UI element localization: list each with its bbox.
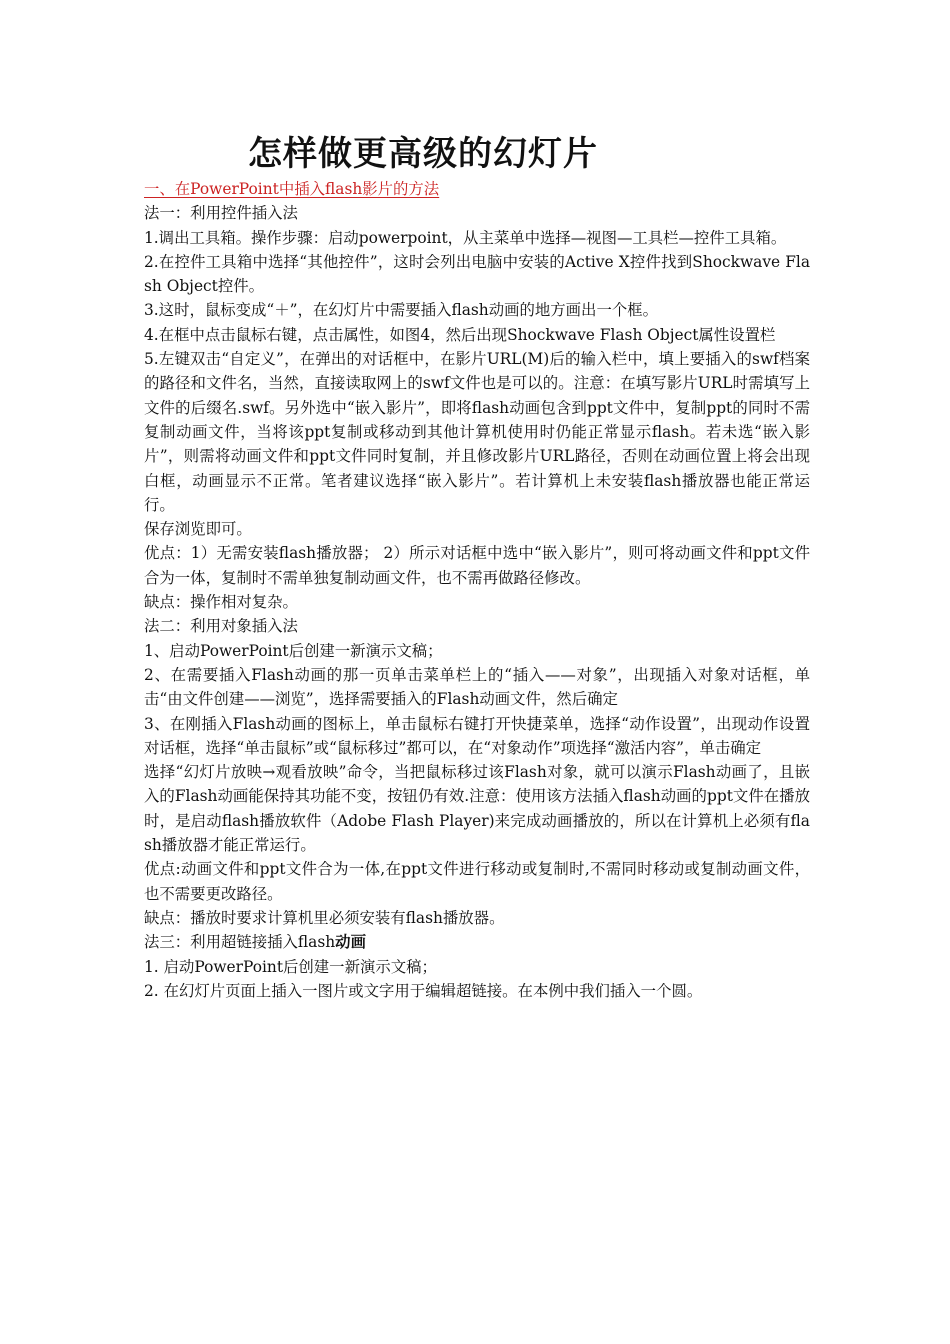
method2-playback: 选择“幻灯片放映→观看放映”命令，当把鼠标移过该Flash对象，就可以演示Flash动画了，且嵌入的Flash动画能保持其功能不变，按钮仍有效.注意：使用该方法插入flash动画的ppt文件在播放时，是启动flash播放软件（Adobe Flash Player)来完成动画播放的，所以在计算机上必须有flash播放器才能正常运行。 [144,763,810,855]
method1-cons: 缺点：操作相对复杂。 [144,593,298,612]
method2-step1: 1、启动PowerPoint后创建一新演示文稿； [144,641,443,660]
method1-step4: 4.在框中点击鼠标右键，点击属性，如图4，然后出现Shockwave Flash Object属性设置栏 [144,325,776,344]
method1-step1: 1.调出工具箱。操作步骤：启动powerpoint，从主菜单中选择—视图—工具栏—控件工具箱。 [144,228,787,247]
method1-heading: 法一：利用控件插入法 [144,204,298,223]
method2-step3: 3、在刚插入Flash动画的图标上，单击鼠标右键打开快捷菜单，选择“动作设置”，出现动作设置对话框，选择“单击鼠标”或“鼠标移过”都可以，在“对象动作”项选择“激活内容”，单击确定 [144,714,810,757]
method2-heading: 法二：利用对象插入法 [144,617,298,636]
document-body [144,177,810,1003]
method2-cons: 缺点：播放时要求计算机里必须安装有flash播放器。 [144,908,505,927]
method1-pros: 优点：1）无需安装flash播放器； 2）所示对话框中选中“嵌入影片”，则可将动画文件和ppt文件合为一体，复制时不需单独复制动画文件，也不需再做路径修改。 [144,544,810,587]
section-heading-flash: 一、在PowerPoint中插入flash影片的方法 [144,180,440,198]
method3-heading-suffix: 动画 [335,933,366,952]
method3-heading [144,930,810,954]
method1-step2: 2.在控件工具箱中选择“其他控件”，这时会列出电脑中安装的Active X控件找到Shockwave Flash Object控件。 [144,252,810,296]
method3-step2: 2. 在幻灯片页面上插入一图片或文字用于编辑超链接。在本例中我们插入一个圆。 [144,981,703,1000]
document-title: 怎样做更高级的幻灯片 [248,134,598,174]
method2-step2: 2、在需要插入Flash动画的那一页单击菜单栏上的“插入——对象”，出现插入对象对话框，单击“由文件创建——浏览”，选择需要插入的Flash动画文件，然后确定 [144,665,810,709]
method1-step3: 3.这时，鼠标变成“＋”，在幻灯片中需要插入flash动画的地方画出一个框。 [144,301,659,320]
method3-step1: 1. 启动PowerPoint后创建一新演示文稿； [144,957,437,976]
method1-save: 保存浏览即可。 [144,520,252,539]
method2-pros: 优点:动画文件和ppt文件合为一体,在ppt文件进行移动或复制时,不需同时移动或复制动画文件，也不需要更改路径。 [144,860,810,903]
method1-step5: 5.左键双击“自定义”，在弹出的对话框中，在影片URL(M)后的输入栏中，填上要插入的swf档案的路径和文件名，当然，直接读取网上的swf文件也是可以的。注意：在填写影片URL时需填写上文件的后缀名.swf。另外选中“嵌入影片”，即将flash动画包含到ppt文件中，复制ppt的同时不需复制动画文件，当将该ppt复制或移动到其他计算机使用时仍能正常显示flash。若未选“嵌入影片”，则需将动画文件和ppt文件同时复制，并且修改影片URL路径，否则在动画位置上将会出现白框，动画显示不正常。笔者建议选择“嵌入影片”。若计算机上未安装flash播放器也能正常运行。 [144,350,810,514]
method3-heading-prefix: 法三：利用超链接插入flash [144,933,336,952]
